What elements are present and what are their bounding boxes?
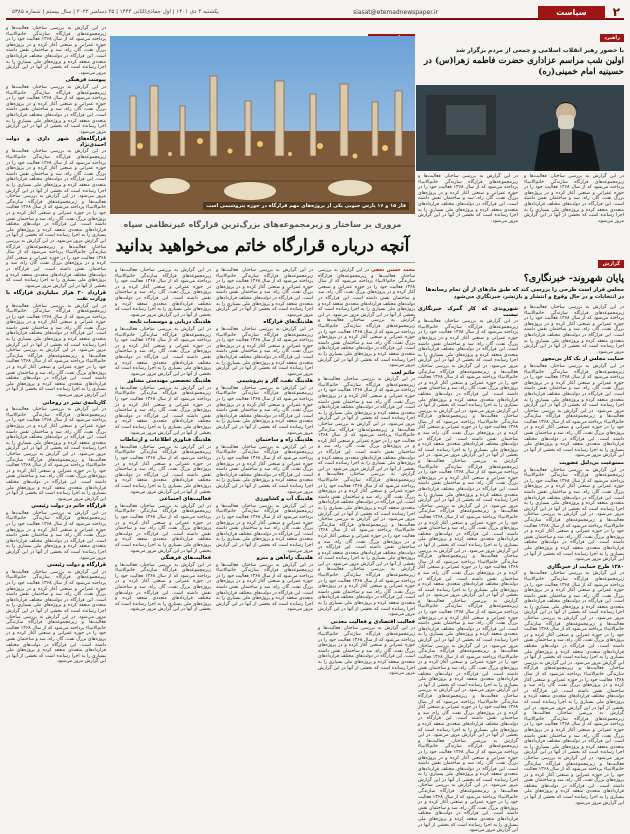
report-text-18: در این گزارش به بررسی ساختار، فعالیت‌ها و زیرمجموعه‌های قرارگاه سازندگی خاتم‌الانبیاء پرداخته می‌شود که از سال ۱۳۶۸ فعالیت خود را در حوزه عمرانی و صنعتی آغاز کرده و در پروژه‌های بزرگ نفت، گاز، راه، سد و ساختمان نقش داشته است. این قرارگاه در دولت‌های مختلف قراردادهای متعددی منعقد کرده و پروژه‌های ملی بسیاری را به اجرا رسانده است که بخشی از آنها در این گزارش مرور می‌شود. — [418, 643, 518, 694]
report-sub-1: ممنوعیت بی‌دلیل عضویت — [559, 460, 624, 467]
rahbord-tag: راهبرد — [600, 34, 624, 42]
subhead-2: هلدینگ‌های قرارگاه — [263, 319, 313, 326]
left-text-10: در این گزارش به بررسی ساختار، فعالیت‌ها و زیرمجموعه‌های قرارگاه سازندگی خاتم‌الانبیاء پرداخته می‌شود که از سال ۱۳۶۸ فعالیت خود را در حوزه عمرانی و صنعتی آغاز کرده و در پروژه‌های بزرگ نفت، گاز، راه، سد و ساختمان نقش داشته است. این قرارگاه در دولت‌های مختلف قراردادهای متعددی منعقد کرده و پروژه‌های ملی بسیاری را به اجرا رسانده است که بخشی از آنها در این گزارش مرور می‌شود. — [6, 510, 107, 561]
left-text-9: در این گزارش به بررسی ساختار، فعالیت‌ها و زیرمجموعه‌های قرارگاه سازندگی خاتم‌الانبیاء پرداخته می‌شود که از سال ۱۳۶۸ فعالیت خود را در حوزه عمرانی و صنعتی آغاز کرده و در پروژه‌های بزرگ نفت، گاز، راه، سد و ساختمان نقش داشته است. این قرارگاه در دولت‌های مختلف قراردادهای متعددی منعقد کرده و پروژه‌های ملی بسیاری را به اجرا رسانده است که بخشی از آنها در این گزارش مرور می‌شود. — [6, 451, 106, 502]
report-text-11: در این گزارش به بررسی ساختار، فعالیت‌ها و زیرمجموعه‌های قرارگاه سازندگی خاتم‌الانبیاء پرداخته می‌شود که از سال ۱۳۶۸ فعالیت خود را در حوزه عمرانی و صنعتی آغاز کرده و در پروژه‌های بزرگ نفت، گاز، راه، سد و ساختمان نقش داشته است. این قرارگاه در دولت‌های مختلف قراردادهای متعددی منعقد کرده و پروژه‌های ملی بسیاری را به اجرا رسانده است که بخشی از آنها در این گزارش مرور می‌شود. — [418, 319, 519, 369]
subhead-3: هلدینگ نفت، گاز و پتروشیمی — [236, 378, 313, 385]
center-text-3: در این گزارش به بررسی ساختار، فعالیت‌ها و زیرمجموعه‌های قرارگاه سازندگی خاتم‌الانبیاء پرداخته می‌شود که از سال ۱۳۶۸ فعالیت خود را در حوزه عمرانی و صنعتی آغاز کرده و در پروژه‌های بزرگ نفت، گاز، راه، سد و ساختمان نقش داشته است. این قرارگاه در دولت‌های مختلف قراردادهای متعددی منعقد کرده و پروژه‌های ملی بسیاری را به اجرا رسانده است که بخشی از آنها در این گزارش مرور می‌شود. — [318, 377, 415, 428]
report-text-8: در این گزارش به بررسی ساختار، فعالیت‌ها و زیرمجموعه‌های قرارگاه سازندگی خاتم‌الانبیاء پرداخته می‌شود که از سال ۱۳۶۸ فعالیت خود را در حوزه عمرانی و صنعتی آغاز کرده و در پروژه‌های بزرگ نفت، گاز، راه، سد و ساختمان نقش داشته است. این قرارگاه در دولت‌های مختلف قراردادهای متعددی منعقد کرده و پروژه‌های ملی بسیاری را به اجرا رسانده است که بخشی از آنها در این گزارش مرور می‌شود. — [524, 660, 624, 711]
report-text-13: در این گزارش به بررسی ساختار، فعالیت‌ها و زیرمجموعه‌های قرارگاه سازندگی خاتم‌الانبیاء پرداخته می‌شود که از سال ۱۳۶۸ فعالیت خود را در حوزه عمرانی و صنعتی آغاز کرده و در پروژه‌های بزرگ نفت، گاز، راه، سد و ساختمان نقش داشته است. این قرارگاه در دولت‌های مختلف قراردادهای متعددی منعقد کرده و پروژه‌های ملی بسیاری را به اجرا رسانده است که بخشی از آنها در این گزارش مرور می‌شود. — [418, 408, 518, 459]
left-sub-3: قرارداد ۲۰ هزار میلیاردی قرارگاه با وزارت نفت — [6, 290, 107, 302]
report-headline: پایان شهروند- خبرنگاری؟ — [523, 273, 624, 284]
divider — [110, 262, 415, 263]
center-text-15: در این گزارش به بررسی ساختار، فعالیت‌ها و زیرمجموعه‌های قرارگاه سازندگی خاتم‌الانبیاء پرداخته می‌شود که از سال ۱۳۶۸ فعالیت خود را در حوزه عمرانی و صنعتی آغاز کرده و در پروژه‌های بزرگ نفت، گاز، راه، سد و ساختمان نقش داشته است. این قرارگاه در دولت‌های مختلف قراردادهای متعددی منعقد کرده و پروژه‌های ملی بسیاری را به اجرا رسانده است که بخشی از آنها در این گزارش مرور می‌شود. — [115, 268, 211, 318]
left-text-8: در این گزارش به بررسی ساختار، فعالیت‌ها و زیرمجموعه‌های قرارگاه سازندگی خاتم‌الانبیاء پرداخته می‌شود که از سال ۱۳۶۸ فعالیت خود را در حوزه عمرانی و صنعتی آغاز کرده و در پروژه‌های بزرگ نفت، گاز، راه، سد و ساختمان نقش داشته است. این قرارگاه در دولت‌های مختلف قراردادهای متعددی منعقد کرده و پروژه‌های ملی بسیاری را به اجرا رسانده است که بخشی از آنها در این گزارش مرور می‌شود. — [6, 407, 107, 457]
center-text-4: در این گزارش به بررسی ساختار، فعالیت‌ها و زیرمجموعه‌های قرارگاه سازندگی خاتم‌الانبیاء پرداخته می‌شود که از سال ۱۳۶۸ فعالیت خود را در حوزه عمرانی و صنعتی آغاز کرده و در پروژه‌های بزرگ نفت، گاز، راه، سد و ساختمان نقش داشته است. این قرارگاه در دولت‌های مختلف قراردادهای متعددی منعقد کرده و پروژه‌های ملی بسیاری را به اجرا رسانده است که بخشی از آنها در این گزارش مرور می‌شود. — [318, 422, 415, 472]
report-text-10: در این گزارش به بررسی ساختار، فعالیت‌ها و زیرمجموعه‌های قرارگاه سازندگی خاتم‌الانبیاء پرداخته می‌شود که از سال ۱۳۶۸ فعالیت خود را در حوزه عمرانی و صنعتی آغاز کرده و در پروژه‌های بزرگ نفت، گاز، راه، سد و ساختمان نقش داشته است. این قرارگاه در دولت‌های مختلف قراردادهای متعددی منعقد کرده و پروژه‌های ملی بسیاری را به اجرا رسانده است که بخشی از آنها در این گزارش مرور می‌شود. — [524, 755, 624, 806]
subhead-4: هلدینگ راه و ساختمان — [255, 437, 313, 444]
center-text-1: در این گزارش به بررسی ساختار، فعالیت‌ها و زیرمجموعه‌های قرارگاه سازندگی خاتم‌الانبیاء پرداخته می‌شود که از سال ۱۳۶۸ فعالیت خود را در حوزه عمرانی و صنعتی آغاز کرده و در پروژه‌های بزرگ نفت، گاز، راه، سد و ساختمان نقش داشته است. این قرارگاه در دولت‌های مختلف قراردادهای متعددی منعقد کرده و پروژه‌های ملی بسیاری را به اجرا رسانده است که بخشی از آنها در این گزارش مرور می‌شود. — [318, 268, 415, 318]
author-name: محمد حسین نجفی — [371, 268, 415, 273]
left-text-12: در این گزارش به بررسی ساختار، فعالیت‌ها و زیرمجموعه‌های قرارگاه سازندگی خاتم‌الانبیاء پرداخته می‌شود که از سال ۱۳۶۸ فعالیت خود را در حوزه عمرانی و صنعتی آغاز کرده و در پروژه‌های بزرگ نفت، گاز، راه، سد و ساختمان نقش داشته است. این قرارگاه در دولت‌های مختلف قراردادهای متعددی منعقد کرده و پروژه‌های ملی بسیاری را به اجرا رسانده است که بخشی از آنها در این گزارش مرور می‌شود. — [6, 614, 106, 665]
report-text-21: در این گزارش به بررسی ساختار، فعالیت‌ها و زیرمجموعه‌های قرارگاه سازندگی خاتم‌الانبیاء پرداخته می‌شود که از سال ۱۳۶۸ فعالیت خود را در حوزه عمرانی و صنعتی آغاز کرده و در پروژه‌های بزرگ نفت، گاز، راه، سد و ساختمان نقش داشته است. این قرارگاه در دولت‌های مختلف قراردادهای متعددی منعقد کرده و پروژه‌های ملی بسیاری را به اجرا رسانده است که بخشی از آنها در این گزارش مرور می‌شود. — [418, 783, 518, 834]
leader-photo — [416, 85, 624, 171]
center-col1 — [318, 268, 415, 813]
report-text-15: در این گزارش به بررسی ساختار، فعالیت‌ها و زیرمجموعه‌های قرارگاه سازندگی خاتم‌الانبیاء پرداخته می‌شود که از سال ۱۳۶۸ فعالیت خود را در حوزه عمرانی و صنعتی آغاز کرده و در پروژه‌های بزرگ نفت، گاز، راه، سد و ساختمان نقش داشته است. این قرارگاه در دولت‌های مختلف قراردادهای متعددی منعقد کرده و پروژه‌های ملی بسیاری را به اجرا رسانده است که بخشی از آنها در این گزارش مرور می‌شود. — [418, 503, 518, 554]
subhead-9: هلدینگ دریایی و موسسات تابعه — [129, 319, 211, 326]
report-col2 — [418, 305, 519, 834]
center-kicker: مروری بر ساختار و زیرمجموعه‌های بزرگ‌ترین قرارگاه غیرنظامی سپاه — [123, 220, 402, 229]
center-headline: آنچه درباره قرارگاه خاتم می‌خواهید بدانید — [115, 236, 410, 256]
right-top-col1: در این گزارش به بررسی ساختار، فعالیت‌ها و زیرمجموعه‌های قرارگاه سازندگی خاتم‌الانبیاء پرداخته می‌شود که از سال ۱۳۶۸ فعالیت خود را در حوزه عمرانی و صنعتی آغاز کرده و در پروژه‌های بزرگ نفت، گاز، راه، سد و ساختمان نقش داشته است. این قرارگاه در دولت‌های مختلف قراردادهای متعددی منعقد کرده و پروژه‌های ملی بسیاری را به اجرا رسانده است که بخشی از آنها در این گزارش مرور می‌شود. — [524, 174, 625, 224]
left-text-11: در این گزارش به بررسی ساختار، فعالیت‌ها و زیرمجموعه‌های قرارگاه سازندگی خاتم‌الانبیاء پرداخته می‌شود که از سال ۱۳۶۸ فعالیت خود را در حوزه عمرانی و صنعتی آغاز کرده و در پروژه‌های بزرگ نفت، گاز، راه، سد و ساختمان نقش داشته است. این قرارگاه در دولت‌های مختلف قراردادهای متعددی منعقد کرده و پروژه‌های ملی بسیاری را به اجرا رسانده است که بخشی از آنها در این گزارش مرور می‌شود. — [6, 569, 107, 620]
report-sub-4: شهروندی که کار گمرک خبرنگاری نیست — [418, 306, 518, 318]
center-text-13: در این گزارش به بررسی ساختار، فعالیت‌ها و زیرمجموعه‌های قرارگاه سازندگی خاتم‌الانبیاء پرداخته می‌شود که از سال ۱۳۶۸ فعالیت خود را در حوزه عمرانی و صنعتی آغاز کرده و در پروژه‌های بزرگ نفت، گاز، راه، سد و ساختمان نقش داشته است. این قرارگاه در دولت‌های مختلف قراردادهای متعددی منعقد کرده و پروژه‌های ملی بسیاری را به اجرا رسانده است که بخشی از آنها در این گزارش مرور می‌شود. — [216, 503, 313, 554]
center-text-16: در این گزارش به بررسی ساختار، فعالیت‌ها و زیرمجموعه‌های قرارگاه سازندگی خاتم‌الانبیاء پرداخته می‌شود که از سال ۱۳۶۸ فعالیت خود را در حوزه عمرانی و صنعتی آغاز کرده و در پروژه‌های بزرگ نفت، گاز، راه، سد و ساختمان نقش داشته است. این قرارگاه در دولت‌های مختلف قراردادهای متعددی منعقد کرده و پروژه‌های ملی بسیاری را به اجرا رسانده است که بخشی از آنها در این گزارش مرور می‌شود. — [115, 326, 211, 377]
left-text-3: در این گزارش به بررسی ساختار، فعالیت‌ها و زیرمجموعه‌های قرارگاه سازندگی خاتم‌الانبیاء پرداخته می‌شود که از سال ۱۳۶۸ فعالیت خود را در حوزه عمرانی و صنعتی آغاز کرده و در پروژه‌های بزرگ نفت، گاز، راه، سد و ساختمان نقش داشته است. این قرارگاه در دولت‌های مختلف قراردادهای متعددی منعقد کرده و پروژه‌های ملی بسیاری را به اجرا رسانده است که بخشی از آنها در این گزارش مرور می‌شود. — [6, 149, 107, 200]
center-text-20: در این گزارش به بررسی ساختار، فعالیت‌ها و زیرمجموعه‌های قرارگاه سازندگی خاتم‌الانبیاء پرداخته می‌شود که از سال ۱۳۶۸ فعالیت خود را در حوزه عمرانی و صنعتی آغاز کرده و در پروژه‌های بزرگ نفت، گاز، راه، سد و ساختمان نقش داشته است. این قرارگاه در دولت‌های مختلف قراردادهای متعددی منعقد کرده و پروژه‌های ملی بسیاری را به اجرا رسانده است که بخشی از آنها در این گزارش مرور می‌شود. — [115, 562, 211, 613]
center-text-9: در این گزارش به بررسی ساختار، فعالیت‌ها و زیرمجموعه‌های قرارگاه سازندگی خاتم‌الانبیاء پرداخته می‌شود که از سال ۱۳۶۸ فعالیت خود را در حوزه عمرانی و صنعتی آغاز کرده و در پروژه‌های بزرگ نفت، گاز، راه، سد و ساختمان نقش داشته است. این قرارگاه در دولت‌های مختلف قراردادهای متعددی منعقد کرده و پروژه‌های ملی بسیاری را به اجرا رسانده است که بخشی از آنها در این گزارش مرور می‌شود. — [216, 268, 313, 318]
subhead-1: خاتم لغت — [391, 369, 415, 376]
report-text-20: در این گزارش به بررسی ساختار، فعالیت‌ها و زیرمجموعه‌های قرارگاه سازندگی خاتم‌الانبیاء پرداخته می‌شود که از سال ۱۳۶۸ فعالیت خود را در حوزه عمرانی و صنعتی آغاز کرده و در پروژه‌های بزرگ نفت، گاز، راه، سد و ساختمان نقش داشته است. این قرارگاه در دولت‌های مختلف قراردادهای متعددی منعقد کرده و پروژه‌های ملی بسیاری را به اجرا رسانده است که بخشی از آنها در این گزارش مرور می‌شود. — [418, 733, 519, 789]
report-text-9: در این گزارش به بررسی ساختار، فعالیت‌ها و زیرمجموعه‌های قرارگاه سازندگی خاتم‌الانبیاء پرداخته می‌شود که از سال ۱۳۶۸ فعالیت خود را در حوزه عمرانی و صنعتی آغاز کرده و در پروژه‌های بزرگ نفت، گاز، راه، سد و ساختمان نقش داشته است. این قرارگاه در دولت‌های مختلف قراردادهای متعددی منعقد کرده و پروژه‌های ملی بسیاری را به اجرا رسانده است که بخشی از آنها در این گزارش مرور می‌شود. — [524, 705, 625, 761]
left-text-1: در این گزارش به بررسی ساختار، فعالیت‌ها و زیرمجموعه‌های قرارگاه سازندگی خاتم‌الانبیاء پرداخته می‌شود که از سال ۱۳۶۸ فعالیت خود را در حوزه عمرانی و صنعتی آغاز کرده و در پروژه‌های بزرگ نفت، گاز، راه، سد و ساختمان نقش داشته است. این قرارگاه در دولت‌های مختلف قراردادهای متعددی منعقد کرده و پروژه‌های ملی بسیاری را به اجرا رسانده است که بخشی از آنها در این گزارش مرور می‌شود. — [6, 26, 107, 76]
center-text-5: در این گزارش به بررسی ساختار، فعالیت‌ها و زیرمجموعه‌های قرارگاه سازندگی خاتم‌الانبیاء پرداخته می‌شود که از سال ۱۳۶۸ فعالیت خود را در حوزه عمرانی و صنعتی آغاز کرده و در پروژه‌های بزرگ نفت، گاز، راه، سد و ساختمان نقش داشته است. این قرارگاه در دولت‌های مختلف قراردادهای متعددی منعقد کرده و پروژه‌های ملی بسیاری را به اجرا رسانده است که بخشی از آنها در این گزارش مرور می‌شود. — [318, 466, 415, 523]
center-text-10: در این گزارش به بررسی ساختار، فعالیت‌ها و زیرمجموعه‌های قرارگاه سازندگی خاتم‌الانبیاء پرداخته می‌شود که از سال ۱۳۶۸ فعالیت خود را در حوزه عمرانی و صنعتی آغاز کرده و در پروژه‌های بزرگ نفت، گاز، راه، سد و ساختمان نقش داشته است. این قرارگاه در دولت‌های مختلف قراردادهای متعددی منعقد کرده و پروژه‌های ملی بسیاری را به اجرا رسانده است که بخشی از آنها در این گزارش مرور می‌شود. — [216, 326, 313, 377]
section-label: سیاست — [538, 6, 604, 19]
left-sub-5: قرارگاه خاتم در دولت رئیسی — [31, 503, 106, 510]
center-text-18: در این گزارش به بررسی ساختار، فعالیت‌ها و زیرمجموعه‌های قرارگاه سازندگی خاتم‌الانبیاء پرداخته می‌شود که از سال ۱۳۶۸ فعالیت خود را در حوزه عمرانی و صنعتی آغاز کرده و در پروژه‌های بزرگ نفت، گاز، راه، سد و ساختمان نقش داشته است. این قرارگاه در دولت‌های مختلف قراردادهای متعددی منعقد کرده و پروژه‌های ملی بسیاری را به اجرا رسانده است که بخشی از آنها در این گزارش مرور می‌شود. — [115, 444, 211, 495]
subhead-8: هلدینگ فناوری اطلاعات و ارتباطات — [119, 437, 211, 444]
page-number: ۲ — [612, 5, 620, 19]
left-text-6: در این گزارش به بررسی ساختار، فعالیت‌ها و زیرمجموعه‌های قرارگاه سازندگی خاتم‌الانبیاء پرداخته می‌شود که از سال ۱۳۶۸ فعالیت خود را در حوزه عمرانی و صنعتی آغاز کرده و در پروژه‌های بزرگ نفت، گاز، راه، سد و ساختمان نقش داشته است. این قرارگاه در دولت‌های مختلف قراردادهای متعددی منعقد کرده و پروژه‌های ملی بسیاری را به اجرا رسانده است که بخشی از آنها در این گزارش مرور می‌شود. — [6, 303, 107, 354]
center-text-6: در این گزارش به بررسی ساختار، فعالیت‌ها و زیرمجموعه‌های قرارگاه سازندگی خاتم‌الانبیاء پرداخته می‌شود که از سال ۱۳۶۸ فعالیت خود را در حوزه عمرانی و صنعتی آغاز کرده و در پروژه‌های بزرگ نفت، گاز، راه، سد و ساختمان نقش داشته است. این قرارگاه در دولت‌های مختلف قراردادهای متعددی منعقد کرده و پروژه‌های ملی بسیاری را به اجرا رسانده است که بخشی از آنها در این گزارش مرور می‌شود. — [318, 517, 415, 567]
right-top-col2: در این گزارش به بررسی ساختار، فعالیت‌ها و زیرمجموعه‌های قرارگاه سازندگی خاتم‌الانبیاء پرداخته می‌شود که از سال ۱۳۶۸ فعالیت خود را در حوزه عمرانی و صنعتی آغاز کرده و در پروژه‌های بزرگ نفت، گاز، راه، سد و ساختمان نقش داشته است. این قرارگاه در دولت‌های مختلف قراردادهای متعددی منعقد کرده و پروژه‌های ملی بسیاری را به اجرا رسانده است که بخشی از آنها در این گزارش مرور می‌شود. — [418, 174, 519, 224]
center-text-14: در این گزارش به بررسی ساختار، فعالیت‌ها و زیرمجموعه‌های قرارگاه سازندگی خاتم‌الانبیاء پرداخته می‌شود که از سال ۱۳۶۸ فعالیت خود را در حوزه عمرانی و صنعتی آغاز کرده و در پروژه‌های بزرگ نفت، گاز، راه، سد و ساختمان نقش داشته است. این قرارگاه در دولت‌های مختلف قراردادهای متعددی منعقد کرده و پروژه‌های ملی بسیاری را به اجرا رسانده است که بخشی از آنها در این گزارش مرور می‌شود. — [216, 562, 313, 613]
center-text-7: در این گزارش به بررسی ساختار، فعالیت‌ها و زیرمجموعه‌های قرارگاه سازندگی خاتم‌الانبیاء پرداخته می‌شود که از سال ۱۳۶۸ فعالیت خود را در حوزه عمرانی و صنعتی آغاز کرده و در پروژه‌های بزرگ نفت، گاز، راه، سد و ساختمان نقش داشته است. این قرارگاه در دولت‌های مختلف قراردادهای متعددی منعقد کرده و پروژه‌های ملی بسیاری را به اجرا رسانده است که بخشی از آنها در این گزارش مرور می‌شود. — [318, 561, 415, 618]
subhead-11: فعالیت‌های فرهنگی — [160, 555, 211, 562]
report-text-17: در این گزارش به بررسی ساختار، فعالیت‌ها و زیرمجموعه‌های قرارگاه سازندگی خاتم‌الانبیاء پرداخته می‌شود که از سال ۱۳۶۸ فعالیت خود را در حوزه عمرانی و صنعتی آغاز کرده و در پروژه‌های بزرگ نفت، گاز، راه، سد و ساختمان نقش داشته است. این قرارگاه در دولت‌های مختلف قراردادهای متعددی منعقد کرده و پروژه‌های ملی بسیاری را به اجرا رسانده است که بخشی از آنها در این گزارش مرور می‌شود. — [418, 593, 519, 649]
report-text-5: در این گزارش به بررسی ساختار، فعالیت‌ها و زیرمجموعه‌های قرارگاه سازندگی خاتم‌الانبیاء پرداخته می‌شود که از سال ۱۳۶۸ فعالیت خود را در حوزه عمرانی و صنعتی آغاز کرده و در پروژه‌های بزرگ نفت، گاز، راه، سد و ساختمان نقش داشته است. این قرارگاه در دولت‌های مختلف قراردادهای متعددی منعقد کرده و پروژه‌های ملی بسیاری را به اجرا رسانده است که بخشی از آنها در این گزارش مرور می‌شود. — [524, 512, 624, 563]
subhead-5: هلدینگ آب و کشاورزی — [255, 496, 313, 503]
report-sub-2: ۱۲۸۰ طرح حمایت از خبرنگاری — [547, 563, 624, 570]
report-text-19: در این گزارش به بررسی ساختار، فعالیت‌ها و زیرمجموعه‌های قرارگاه سازندگی خاتم‌الانبیاء پرداخته می‌شود که از سال ۱۳۶۸ فعالیت خود را در حوزه عمرانی و صنعتی آغاز کرده و در پروژه‌های بزرگ نفت، گاز، راه، سد و ساختمان نقش داشته است. این قرارگاه در دولت‌های مختلف قراردادهای متعددی منعقد کرده و پروژه‌های ملی بسیاری را به اجرا رسانده است که بخشی از آنها در این گزارش مرور می‌شود. — [418, 688, 518, 739]
left-text-2: در این گزارش به بررسی ساختار، فعالیت‌ها و زیرمجموعه‌های قرارگاه سازندگی خاتم‌الانبیاء پرداخته می‌شود که از سال ۱۳۶۸ فعالیت خود را در حوزه عمرانی و صنعتی آغاز کرده و در پروژه‌های بزرگ نفت، گاز، راه، سد و ساختمان نقش داشته است. این قرارگاه در دولت‌های مختلف قراردادهای متعددی منعقد کرده و پروژه‌های ملی بسیاری را به اجرا رسانده است که بخشی از آنها در این گزارش مرور می‌شود. — [6, 84, 107, 135]
left-sub-1: پیوست فرهنگی — [65, 77, 106, 84]
section-email: siasat@etemadnewspaper.ir — [353, 8, 439, 16]
right-top-story — [418, 24, 624, 78]
center-text-11: در این گزارش به بررسی ساختار، فعالیت‌ها و زیرمجموعه‌های قرارگاه سازندگی خاتم‌الانبیاء پرداخته می‌شود که از سال ۱۳۶۸ فعالیت خود را در حوزه عمرانی و صنعتی آغاز کرده و در پروژه‌های بزرگ نفت، گاز، راه، سد و ساختمان نقش داشته است. این قرارگاه در دولت‌های مختلف قراردادهای متعددی منعقد کرده و پروژه‌های ملی بسیاری را به اجرا رسانده است که بخشی از آنها در این گزارش مرور می‌شود. — [216, 385, 313, 436]
subhead-7: هلدینگ تخصصی مهندسی مشاور — [127, 378, 211, 385]
left-text-5: در این گزارش به بررسی ساختار، فعالیت‌ها و زیرمجموعه‌های قرارگاه سازندگی خاتم‌الانبیاء پرداخته می‌شود که از سال ۱۳۶۸ فعالیت خود را در حوزه عمرانی و صنعتی آغاز کرده و در پروژه‌های بزرگ نفت، گاز، راه، سد و ساختمان نقش داشته است. این قرارگاه در دولت‌های مختلف قراردادهای متعددی منعقد کرده و پروژه‌های ملی بسیاری را به اجرا رسانده است که بخشی از آنها در این گزارش مرور می‌شود. — [6, 238, 106, 289]
report-sub-3: حمایت مجلس از یک کار بی‌مجوز — [541, 356, 624, 363]
center-col2 — [216, 268, 313, 813]
left-text-7: در این گزارش به بررسی ساختار، فعالیت‌ها و زیرمجموعه‌های قرارگاه سازندگی خاتم‌الانبیاء پرداخته می‌شود که از سال ۱۳۶۸ فعالیت خود را در حوزه عمرانی و صنعتی آغاز کرده و در پروژه‌های بزرگ نفت، گاز، راه، سد و ساختمان نقش داشته است. این قرارگاه در دولت‌های مختلف قراردادهای متعددی منعقد کرده و پروژه‌های ملی بسیاری را به اجرا رسانده است که بخشی از آنها در این گزارش مرور می‌شود. — [6, 348, 106, 398]
subhead-12: فعالیت اقتصادی و فعالیت معدنی — [330, 618, 415, 625]
center-text-8: در این گزارش به بررسی ساختار، فعالیت‌ها و زیرمجموعه‌های قرارگاه سازندگی خاتم‌الانبیاء پرداخته می‌شود که از سال ۱۳۶۸ فعالیت خود را در حوزه عمرانی و صنعتی آغاز کرده و در پروژه‌های بزرگ نفت، گاز، راه، سد و ساختمان نقش داشته است. این قرارگاه در دولت‌های مختلف قراردادهای متعددی منعقد کرده و پروژه‌های ملی بسیاری را به اجرا رسانده است که بخشی از آنها در این گزارش مرور می‌شود. — [318, 626, 415, 677]
subhead-10: فعالیت‌های اجتماعی — [159, 496, 211, 503]
center-text-2: در این گزارش به بررسی ساختار، فعالیت‌ها و زیرمجموعه‌های قرارگاه سازندگی خاتم‌الانبیاء پرداخته می‌شود که از سال ۱۳۶۸ فعالیت خود را در حوزه عمرانی و صنعتی آغاز کرده و در پروژه‌های بزرگ نفت، گاز، راه، سد و ساختمان نقش داشته است. این قرارگاه در دولت‌های مختلف قراردادهای متعددی منعقد کرده و پروژه‌های ملی بسیاری را به اجرا رسانده است که بخشی از آنها در این گزارش مرور می‌شود. — [318, 312, 415, 369]
center-text-12: در این گزارش به بررسی ساختار، فعالیت‌ها و زیرمجموعه‌های قرارگاه سازندگی خاتم‌الانبیاء پرداخته می‌شود که از سال ۱۳۶۸ فعالیت خود را در حوزه عمرانی و صنعتی آغاز کرده و در پروژه‌های بزرگ نفت، گاز، راه، سد و ساختمان نقش داشته است. این قرارگاه در دولت‌های مختلف قراردادهای متعددی منعقد کرده و پروژه‌های ملی بسیاری را به اجرا رسانده است که بخشی از آنها در این گزارش مرور می‌شود. — [216, 444, 313, 495]
report-text-4: در این گزارش به بررسی ساختار، فعالیت‌ها و زیرمجموعه‌های قرارگاه سازندگی خاتم‌الانبیاء پرداخته می‌شود که از سال ۱۳۶۸ فعالیت خود را در حوزه عمرانی و صنعتی آغاز کرده و در پروژه‌های بزرگ نفت، گاز، راه، سد و ساختمان نقش داشته است. این قرارگاه در دولت‌های مختلف قراردادهای متعددی منعقد کرده و پروژه‌های ملی بسیاری را به اجرا رسانده است که بخشی از آنها در این گزارش مرور می‌شود. — [524, 467, 625, 518]
report-text-1: در این گزارش به بررسی ساختار، فعالیت‌ها و زیرمجموعه‌های قرارگاه سازندگی خاتم‌الانبیاء پرداخته می‌شود که از سال ۱۳۶۸ فعالیت خود را در حوزه عمرانی و صنعتی آغاز کرده و در پروژه‌های بزرگ نفت، گاز، راه، سد و ساختمان نقش داشته است. این قرارگاه در دولت‌های مختلف قراردادهای متعددی منعقد کرده و پروژه‌های ملی بسیاری را به اجرا رسانده است که بخشی از آنها در این گزارش مرور می‌شود. — [524, 305, 625, 355]
center-text-17: در این گزارش به بررسی ساختار، فعالیت‌ها و زیرمجموعه‌های قرارگاه سازندگی خاتم‌الانبیاء پرداخته می‌شود که از سال ۱۳۶۸ فعالیت خود را در حوزه عمرانی و صنعتی آغاز کرده و در پروژه‌های بزرگ نفت، گاز، راه، سد و ساختمان نقش داشته است. این قرارگاه در دولت‌های مختلف قراردادهای متعددی منعقد کرده و پروژه‌های ملی بسیاری را به اجرا رسانده است که بخشی از آنها در این گزارش مرور می‌شود. — [115, 385, 211, 436]
subhead-6: هلدینگ راه‌آهن و مترو — [256, 555, 313, 562]
left-sub-4: کارنامه‌ی نشر در روحانی — [42, 399, 106, 406]
report-col1 — [524, 305, 624, 813]
report-text-3: در این گزارش به بررسی ساختار، فعالیت‌ها و زیرمجموعه‌های قرارگاه سازندگی خاتم‌الانبیاء پرداخته می‌شود که از سال ۱۳۶۸ فعالیت خود را در حوزه عمرانی و صنعتی آغاز کرده و در پروژه‌های بزرگ نفت، گاز، راه، سد و ساختمان نقش داشته است. این قرارگاه در دولت‌های مختلف قراردادهای متعددی منعقد کرده و پروژه‌های ملی بسیاری را به اجرا رسانده است که بخشی از آنها در این گزارش مرور می‌شود. — [524, 408, 624, 459]
page-header — [6, 6, 624, 20]
report-tag: گزارش — [598, 260, 624, 268]
dateline: یکشنبه ۴ دی ۱۴۰۱ | اول جمادی‌الثانی ۱۴۴۴ | ۲۵ دسامبر ۲۰۲۲ | سال بیستم | شماره ۵۳۸۵ — [12, 9, 219, 15]
center-text-19: در این گزارش به بررسی ساختار، فعالیت‌ها و زیرمجموعه‌های قرارگاه سازندگی خاتم‌الانبیاء پرداخته می‌شود که از سال ۱۳۶۸ فعالیت خود را در حوزه عمرانی و صنعتی آغاز کرده و در پروژه‌های بزرگ نفت، گاز، راه، سد و ساختمان نقش داشته است. این قرارگاه در دولت‌های مختلف قراردادهای متعددی منعقد کرده و پروژه‌های ملی بسیاری را به اجرا رسانده است که بخشی از آنها در این گزارش مرور می‌شود. — [115, 503, 211, 554]
report-text-12: در این گزارش به بررسی ساختار، فعالیت‌ها و زیرمجموعه‌های قرارگاه سازندگی خاتم‌الانبیاء پرداخته می‌شود که از سال ۱۳۶۸ فعالیت خود را در حوزه عمرانی و صنعتی آغاز کرده و در پروژه‌های بزرگ نفت، گاز، راه، سد و ساختمان نقش داشته است. این قرارگاه در دولت‌های مختلف قراردادهای متعددی منعقد کرده و پروژه‌های ملی بسیاری را به اجرا رسانده است که بخشی از آنها در این گزارش مرور می‌شود. — [418, 363, 518, 414]
center-col3 — [115, 268, 211, 813]
photo-caption: فاز ۱۵ و ۱۶ پارس جنوبی یکی از پروژه‌های مهم قرارگاه در حوزه پتروشیمی است — [203, 202, 409, 210]
left-text-4: در این گزارش به بررسی ساختار، فعالیت‌ها و زیرمجموعه‌های قرارگاه سازندگی خاتم‌الانبیاء پرداخته می‌شود که از سال ۱۳۶۸ فعالیت خود را در حوزه عمرانی و صنعتی آغاز کرده و در پروژه‌های بزرگ نفت، گاز، راه، سد و ساختمان نقش داشته است. این قرارگاه در دولت‌های مختلف قراردادهای متعددی منعقد کرده و پروژه‌های ملی بسیاری را به اجرا رسانده است که بخشی از آنها در این گزارش مرور می‌شود. — [6, 194, 106, 244]
report-text-2: در این گزارش به بررسی ساختار، فعالیت‌ها و زیرمجموعه‌های قرارگاه سازندگی خاتم‌الانبیاء پرداخته می‌شود که از سال ۱۳۶۸ فعالیت خود را در حوزه عمرانی و صنعتی آغاز کرده و در پروژه‌های بزرگ نفت، گاز، راه، سد و ساختمان نقش داشته است. این قرارگاه در دولت‌های مختلف قراردادهای متعددی منعقد کرده و پروژه‌های ملی بسیاری را به اجرا رسانده است که بخشی از آنها در این گزارش مرور می‌شود. — [524, 363, 625, 414]
story-kicker: با حضور رهبر انقلاب اسلامی و جمعی از مردم برگزار شد — [455, 47, 624, 54]
report-text-14: در این گزارش به بررسی ساختار، فعالیت‌ها و زیرمجموعه‌های قرارگاه سازندگی خاتم‌الانبیاء پرداخته می‌شود که از سال ۱۳۶۸ فعالیت خود را در حوزه عمرانی و صنعتی آغاز کرده و در پروژه‌های بزرگ نفت، گاز، راه، سد و ساختمان نقش داشته است. این قرارگاه در دولت‌های مختلف قراردادهای متعددی منعقد کرده و پروژه‌های ملی بسیاری را به اجرا رسانده است که بخشی از آنها در این گزارش مرور می‌شود. — [418, 453, 519, 509]
report-text-7: در این گزارش به بررسی ساختار، فعالیت‌ها و زیرمجموعه‌های قرارگاه سازندگی خاتم‌الانبیاء پرداخته می‌شود که از سال ۱۳۶۸ فعالیت خود را در حوزه عمرانی و صنعتی آغاز کرده و در پروژه‌های بزرگ نفت، گاز، راه، سد و ساختمان نقش داشته است. این قرارگاه در دولت‌های مختلف قراردادهای متعددی منعقد کرده و پروژه‌های ملی بسیاری را به اجرا رسانده است که بخشی از آنها در این گزارش مرور می‌شود. — [524, 616, 624, 666]
report-block — [418, 250, 624, 301]
refinery-photo — [110, 36, 415, 214]
report-text-16: در این گزارش به بررسی ساختار، فعالیت‌ها و زیرمجموعه‌های قرارگاه سازندگی خاتم‌الانبیاء پرداخته می‌شود که از سال ۱۳۶۸ فعالیت خود را در حوزه عمرانی و صنعتی آغاز کرده و در پروژه‌های بزرگ نفت، گاز، راه، سد و ساختمان نقش داشته است. این قرارگاه در دولت‌های مختلف قراردادهای متعددی منعقد کرده و پروژه‌های ملی بسیاری را به اجرا رسانده است که بخشی از آنها در این گزارش مرور می‌شود. — [418, 548, 518, 599]
left-sub-6: قرارگاه و دولت رئیسی — [47, 562, 106, 569]
report-text-6: در این گزارش به بررسی ساختار، فعالیت‌ها و زیرمجموعه‌های قرارگاه سازندگی خاتم‌الانبیاء پرداخته می‌شود که از سال ۱۳۶۸ فعالیت خود را در حوزه عمرانی و صنعتی آغاز کرده و در پروژه‌های بزرگ نفت، گاز، راه، سد و ساختمان نقش داشته است. این قرارگاه در دولت‌های مختلف قراردادهای متعددی منعقد کرده و پروژه‌های ملی بسیاری را به اجرا رسانده است که بخشی از آنها در این گزارش مرور می‌شود. — [524, 571, 625, 622]
left-col — [6, 26, 106, 813]
left-sub-2: قرارگاه‌های شهر داری و دولت احمدی‌نژاد — [6, 136, 106, 148]
header-right — [353, 5, 624, 19]
story-headline: اولین شب مراسم عزاداری حضرت فاطمه زهرا(س) در حسینیه امام خمینی(ره) — [423, 56, 624, 77]
report-deck: مجلس قرار است طرحی را بررسی کند که طبق مادهای از آن تمام رسانه‌ها در انتخابات و در حال وقوع و انتشار و بازنشر، خبرنگاری می‌شود — [425, 287, 624, 300]
